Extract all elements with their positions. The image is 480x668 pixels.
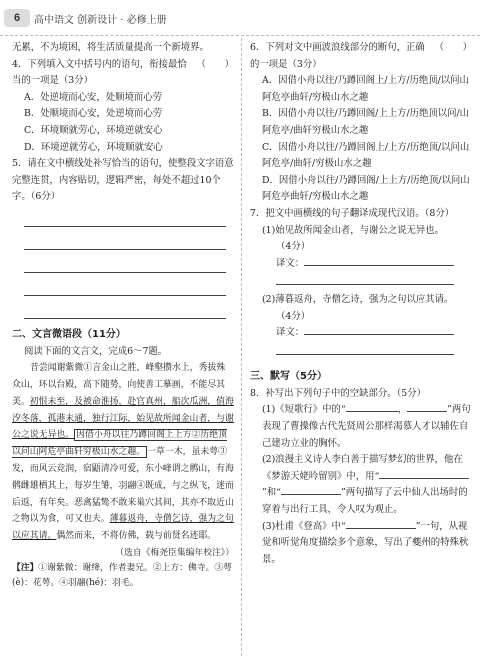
passage-underlined: 薄暮返舟，寺僧乞诗，强为之句以应其请。 (12, 514, 234, 542)
translation-item-1: (1)始见故所闻金山者，与谢公之说无异也。 (262, 224, 445, 236)
option-b[interactable]: B．处顺境而心安，处逆境而心劳 (24, 108, 163, 120)
fill-item-3-rest: ”一句，从视觉和听觉角度描绘多个意象，写出了夔州的特殊秋景。 (262, 520, 469, 565)
question-6-stem: 6．下列对文中画波浪线部分的断句，正确的一项是（3分） （ ） (250, 42, 472, 70)
fill-item-2-rest: ”两句描写了云中仙人出场时的穿着与出行工具，令人叹为观止。 (262, 487, 468, 516)
passage-source: （选自《梅尧臣集编年校注》） (115, 547, 234, 558)
option-c[interactable]: C．因借小舟以往/乃蹲回阁上/上方/历绝顶/以问山阿危亭/曲轩/穷极山水之趣 (262, 141, 470, 170)
passage-part: 一草一木，虽未萼③发，而风云竞润，宿鼯清冷可爱，东小峰谓之鹘山，有海鹘雌雄栖其上，每岁生雏，羽翮④既成，与之纵飞，迷而后返，有年矣。恶禽猛鸷不敢来巢穴其间，其亦不取近山之物以为食，可又也夫。 (12, 447, 234, 525)
blank-1b[interactable] (407, 411, 447, 412)
translation-label: 译文： (276, 327, 305, 339)
note-label: 【注】 (12, 563, 39, 574)
option-a[interactable]: A．处逆境而心安，处顺境而心劳 (24, 91, 163, 103)
fill-item-3: (3)杜甫《登高》中“ (262, 520, 346, 532)
translation-input-2[interactable] (304, 334, 454, 335)
passage-wavy: 因借小舟以往乃蹲回阁上上方②历绝顶以问山阿危亭曲轩穷极山水之趣。 (12, 430, 227, 458)
points-label: （4分） (276, 310, 311, 322)
section-2-heading: 二、文言微语段（11分） (12, 328, 126, 340)
column-divider (241, 38, 242, 656)
passage-part: 昔尝闻谢紫微①言金山之胜，峰壑攒水上，秀拔殊众山，环以台殿，高下随势，向使善工摹画，不能尽其美。 (12, 363, 226, 407)
blank-3[interactable] (346, 528, 416, 529)
classical-passage (12, 360, 234, 545)
and-text: ”和“ (262, 487, 281, 499)
points-label: （4分） (276, 241, 311, 253)
blank-1a[interactable] (346, 411, 398, 412)
fill-item-1: (1)《短歌行》中的“ (262, 404, 346, 416)
question-8-stem: 8．补写出下列句子中的空缺部分。（5分） (250, 387, 426, 399)
carryover-text: 无累，不为境困，将生活质量提高一个新境界。 (12, 42, 209, 53)
page-number: 6 (4, 9, 30, 27)
answer-lines (24, 210, 226, 319)
answer-line[interactable] (24, 256, 226, 273)
passage-part: 偶然而来，不将仿佛，载与前贤名迹耶。 (56, 531, 217, 542)
left-column (12, 40, 234, 591)
comma: ， (397, 404, 408, 416)
section-3-heading: 三、默写（5分） (250, 371, 327, 383)
question-4-stem: 4．下列填入文中括号内的语句，衔接最恰当的一项是（3分） （ ） (12, 58, 234, 87)
blank-2b[interactable] (281, 494, 341, 495)
right-column (250, 40, 472, 568)
answer-line[interactable] (24, 210, 226, 227)
translation-input-1[interactable] (304, 265, 454, 266)
option-d[interactable]: D．环境逆就劳心，环境顺就安心 (24, 141, 163, 153)
answer-line[interactable] (24, 233, 226, 250)
blank-2a[interactable] (379, 478, 469, 479)
header-rule (0, 35, 480, 36)
option-a[interactable]: A．因借小舟以往/乃蹲回阁上/上方/历绝顶/以问山阿危亭曲轩/穷极山水之趣 (262, 75, 469, 103)
translation-input-1b[interactable] (276, 272, 454, 285)
option-d[interactable]: D．因借小舟以往/乃蹲回阁/上上方/历绝顶/以问山阿危亭曲轩/穷极山水之趣 (262, 174, 470, 203)
reading-instruction: 阅读下面的文言文，完成6～7题。 (24, 345, 168, 357)
note-text: ①谢紫微：谢绛，作者妻兄。②上方：佛寺。③萼(è)：花萼。④羽翮(hé)：羽毛。 (12, 563, 232, 589)
translation-item-2: (2)薄暮返舟，寺僧乞诗，强为之句以应其请。 (262, 293, 454, 305)
fill-item-2: (2)浪漫主义诗人李白善于描写梦幻的世界，他在《梦游天姥吟留别》中，用“ (262, 454, 463, 482)
translation-input-2b[interactable] (276, 342, 454, 355)
option-c[interactable]: C．环境顺就劳心，环境逆就安心 (24, 124, 163, 136)
option-b[interactable]: B．因借小舟以往/乃蹲回阁/上上方/历绝顶以问/山阿危亭/曲轩穷极山水之趣 (262, 108, 470, 136)
answer-line[interactable] (24, 302, 226, 319)
book-title: 高中语文 创新设计 · 必修上册 (34, 15, 167, 26)
question-5-stem: 5．请在文中横线处补写恰当的语句，使整段文字语意完整连贯，内容贴切，逻辑严密，每处不超过10个字。（6分） (12, 158, 234, 203)
passage-part: 初恨未至，及被命淮扬，赴官真州，船次瓜洲，值海汐冬落，孤港未通，独行江际，始见故所闻金山者，与谢公之说无异也。 (12, 396, 234, 441)
page-header (0, 8, 480, 30)
translation-label: 译文： (276, 257, 305, 269)
fill-item-1-rest: ”两句表现了曹操像古代先贤周公那样渴慕人才以辅佐自己建功立业的胸怀。 (262, 404, 471, 449)
answer-line[interactable] (24, 279, 226, 296)
question-7-stem: 7．把文中画横线的句子翻译成现代汉语。（8分） (250, 207, 455, 219)
